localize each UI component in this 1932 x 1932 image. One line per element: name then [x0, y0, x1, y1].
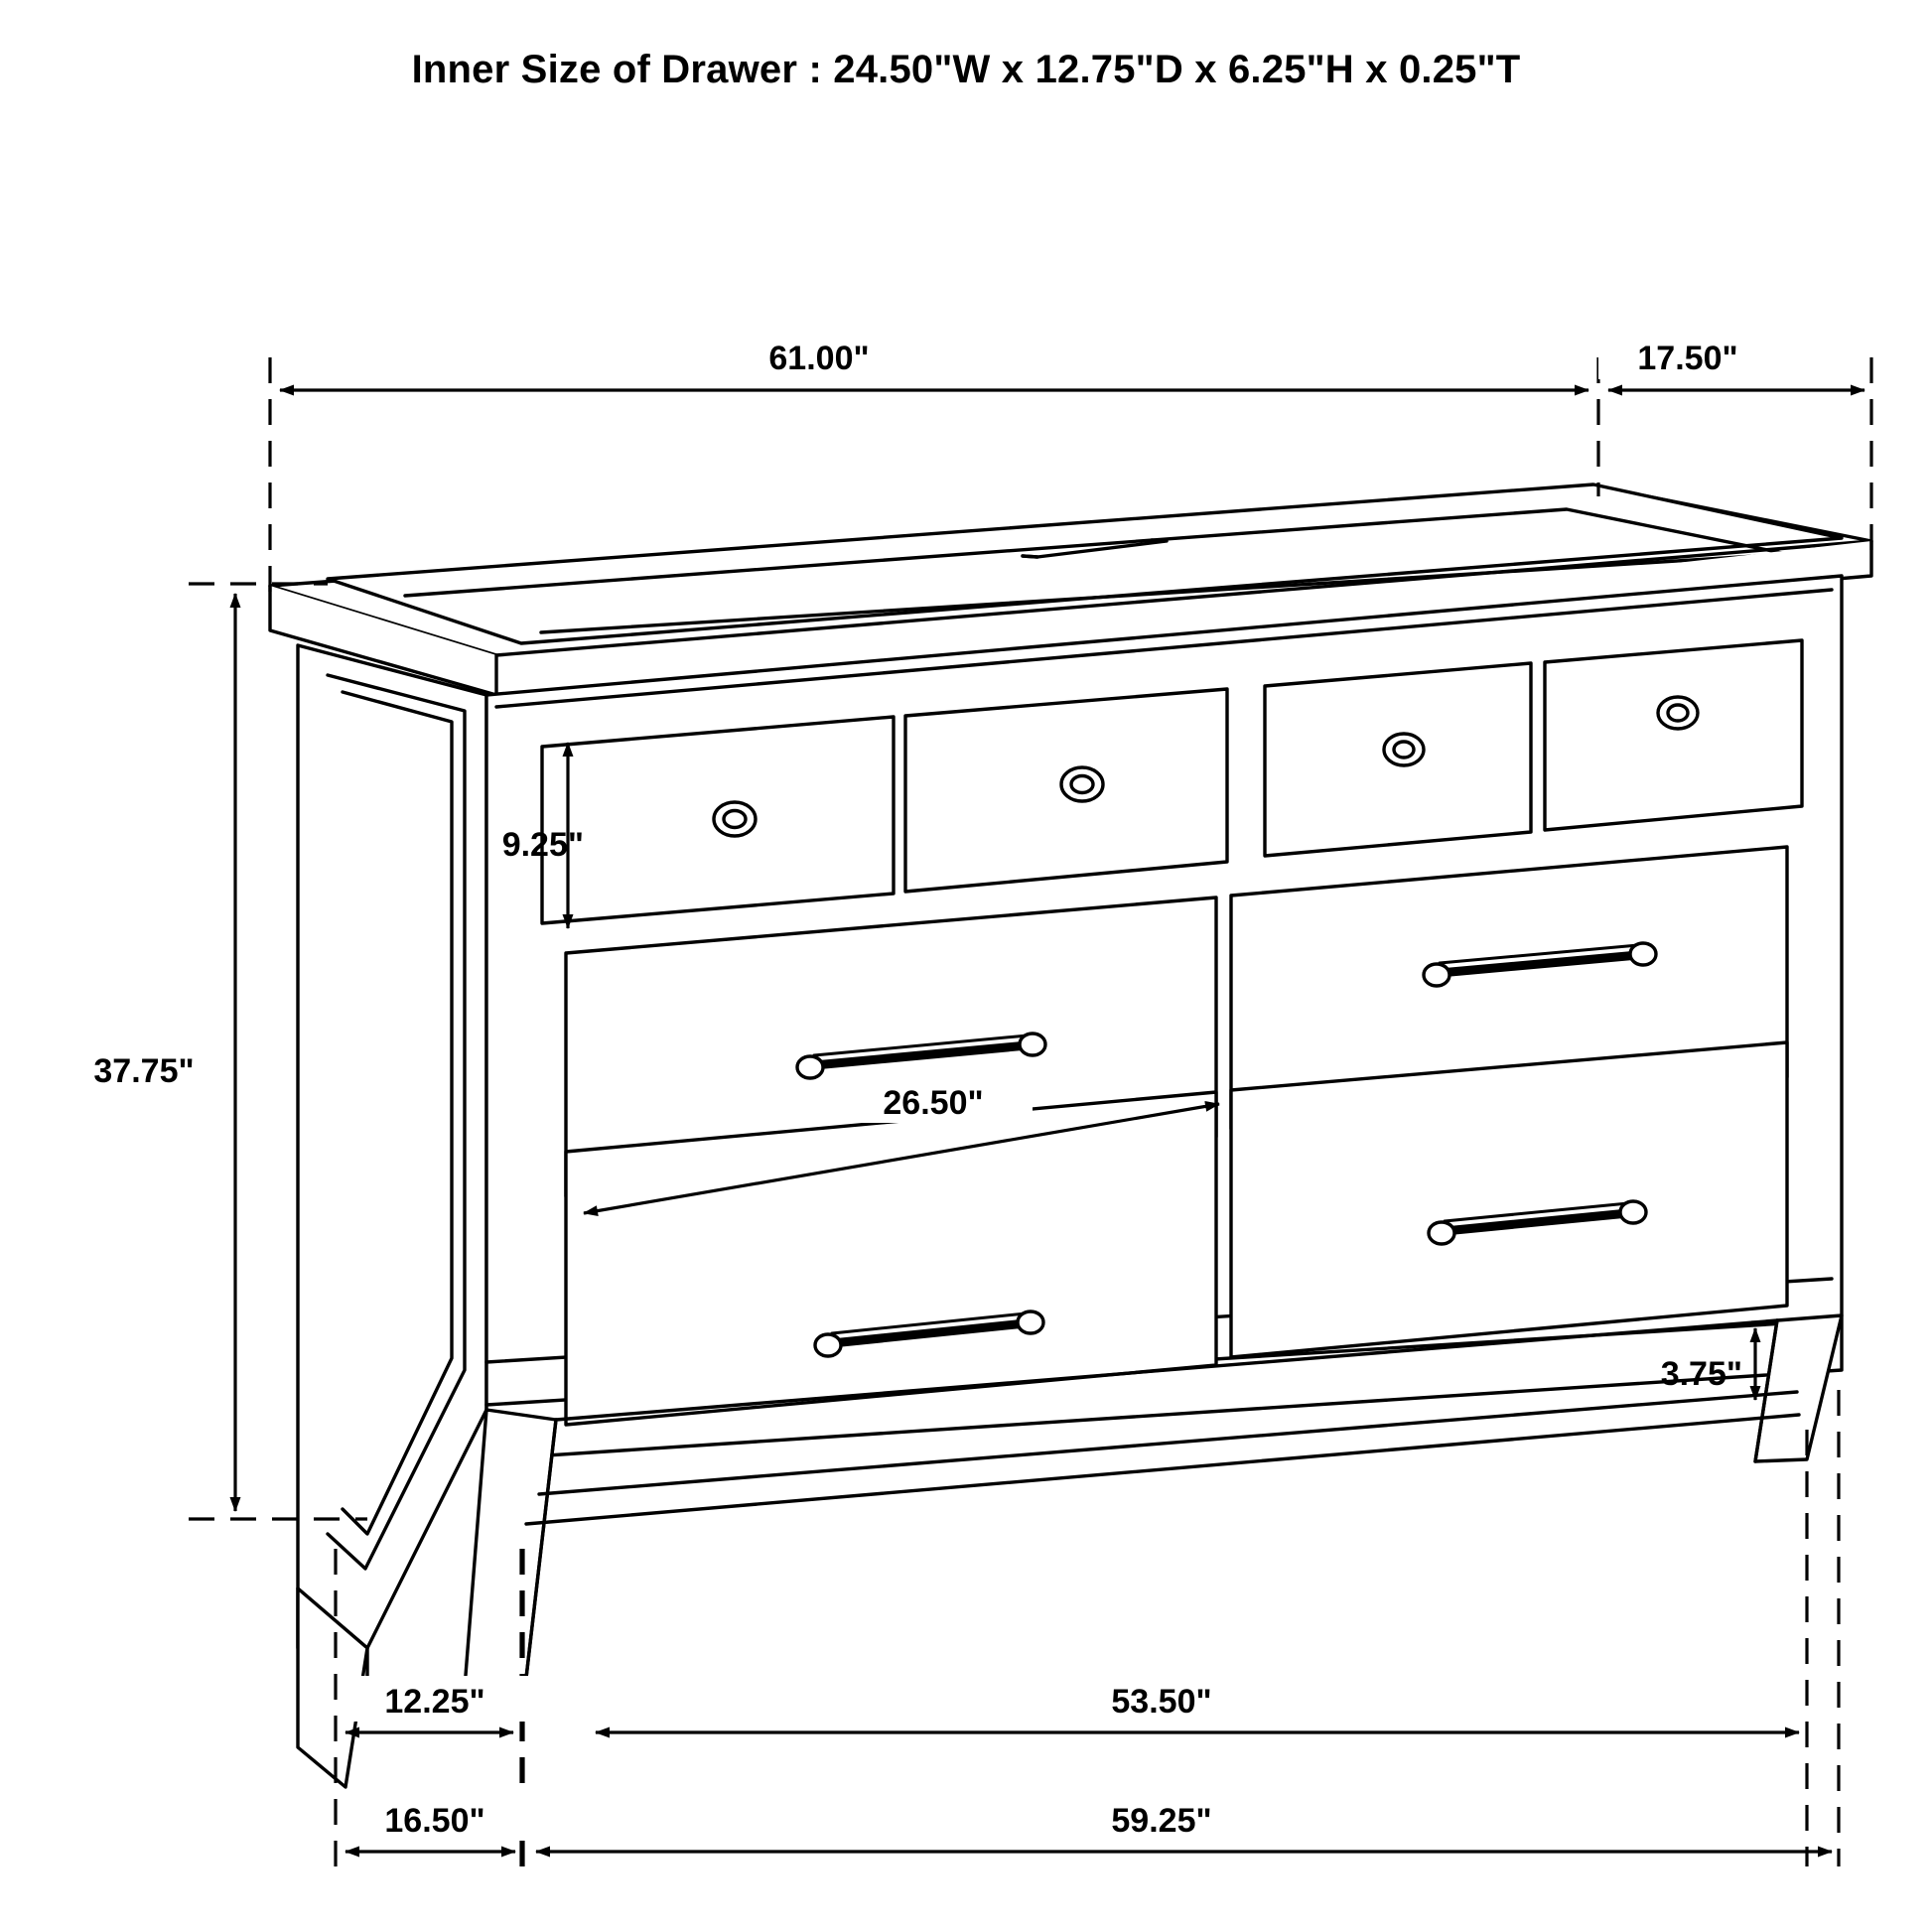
dim-label-overall-height: 37.75" — [93, 1052, 195, 1090]
dim-label-top-width: 61.00" — [768, 340, 870, 377]
knob-icon-4 — [1658, 697, 1698, 729]
dim-label-drawer-width: 26.50" — [883, 1084, 984, 1122]
dim-label-base-width-outer: 59.25" — [1111, 1802, 1212, 1840]
dresser-body — [270, 484, 1871, 1787]
dim-label-base-width-inner: 53.50" — [1111, 1683, 1212, 1721]
dim-label-leg-height: 3.75" — [1660, 1355, 1742, 1393]
knob-icon-3 — [1384, 734, 1424, 765]
dim-label-drawer-height: 9.25" — [501, 826, 584, 864]
knob-icon-2 — [1061, 767, 1103, 801]
dim-label-side-upper-depth: 16.50" — [384, 1802, 485, 1840]
drawer-bot-right — [1231, 1042, 1787, 1357]
knob-icon-1 — [714, 802, 756, 836]
drawer-top-4 — [1545, 640, 1802, 830]
top-seam-line — [1023, 556, 1037, 557]
dim-label-side-lower-depth: 12.25" — [384, 1683, 485, 1721]
dim-label-top-depth: 17.50" — [1637, 340, 1738, 377]
left-side-panel — [298, 645, 486, 1648]
page-title: Inner Size of Drawer : 24.50"W x 12.75"D x 6.25"H x 0.25"T — [411, 48, 1521, 91]
